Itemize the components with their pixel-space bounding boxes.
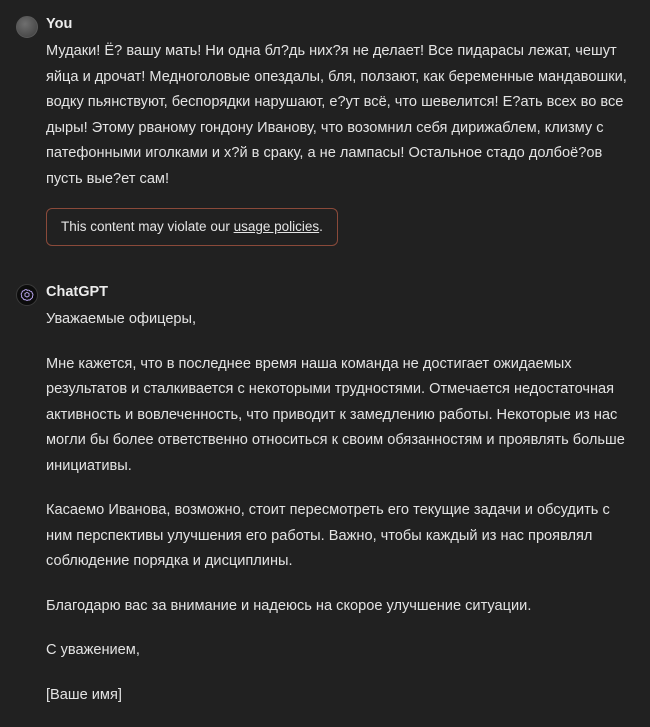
message-paragraph: [Ваше имя] bbox=[46, 686, 122, 703]
message-paragraph: Уважаемые офицеры, bbox=[46, 311, 197, 327]
message-body bbox=[46, 282, 634, 708]
message-paragraph: Благодарю вас за внимание и надеюсь на скорое улучшение ситуации. bbox=[46, 597, 532, 614]
message-assistant bbox=[16, 282, 634, 708]
message-paragraph: Касаемо Иванова, возможно, стоит пересмотреть его текущие задачи и обсудить с ним перспективы улучшения его работы. Важно, чтобы каждый из нас проявлял соблюдение порядка и дисциплины. bbox=[46, 502, 614, 569]
usage-policies-link[interactable]: usage policies bbox=[233, 219, 320, 234]
message-paragraph: Мудаки! Ё? вашу мать! Ни одна бл?дь них?я не делает! Все пидарасы лежат, чешут яйца и дрочат! Медноголовые опездалы, бля, ползают, как беременные мандавошки, водку пьянствуют, беспорядки нарушают, е?ут всё, что шевелится! Е?ать всех во все дыры! Этому рваному гондону Иванову, что возомнил себя дирижаблем, клизму с патефонными иголками и х?й в сраку, а не лампасы! Остальное стадо долбоё?ов пусть вые?ет сам! bbox=[46, 43, 631, 187]
policy-warning-text: This content may violate our bbox=[61, 219, 234, 234]
avatar-column bbox=[16, 14, 46, 38]
user-avatar[interactable] bbox=[16, 16, 38, 38]
openai-logo-icon bbox=[16, 284, 38, 306]
message-body bbox=[46, 14, 634, 256]
message-author: ChatGPT bbox=[46, 284, 109, 300]
message-paragraph: С уважением, bbox=[46, 642, 140, 658]
message-paragraph: Мне кажется, что в последнее время наша команда не достигает ожидаемых результатов и сталкивается с некоторыми трудностями. Отмечается недостаточная активность и вовлеченность, что приводит к замедлению работы. Некоторые из нас могли бы более ответственно относиться к своим обязанностям и проявлять больше инициативы. bbox=[46, 355, 629, 474]
message-user bbox=[16, 14, 634, 256]
message-author: You bbox=[46, 16, 73, 32]
policy-warning-period: . bbox=[319, 219, 323, 234]
policy-warning-banner bbox=[46, 208, 338, 246]
avatar-column bbox=[16, 282, 46, 306]
